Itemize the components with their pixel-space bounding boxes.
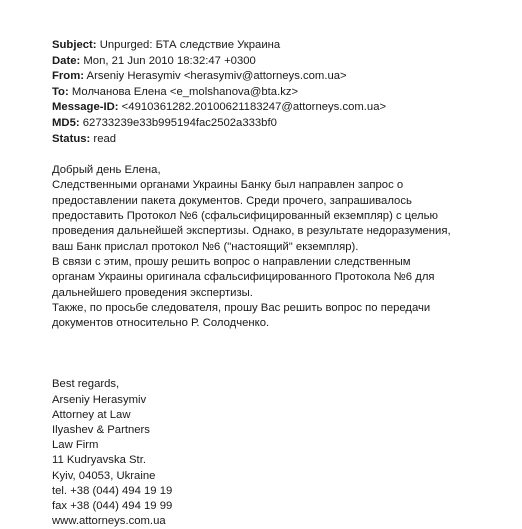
email-body bbox=[52, 163, 512, 331]
signature-line: Ilyashev & Partners bbox=[52, 424, 150, 437]
header-value: Молчанова Елена <e_molshanova@bta.kz> bbox=[68, 85, 299, 98]
body-line: дальнейшего проведения экспертизы. bbox=[52, 286, 253, 299]
email-signature bbox=[52, 377, 512, 529]
header-status bbox=[52, 132, 512, 148]
body-line: предоставить Протокол №6 (сфальсифицированный екземпляр) с целью bbox=[52, 210, 438, 223]
body-line: проведения дальнейшей экспертизы. Однако, в результате недоразумения, bbox=[52, 225, 451, 238]
header-key: MD5: bbox=[52, 116, 80, 129]
header-md5 bbox=[52, 116, 512, 132]
header-subject bbox=[52, 38, 512, 54]
header-from bbox=[52, 69, 512, 85]
header-message-id bbox=[52, 100, 512, 116]
email-document bbox=[52, 38, 512, 529]
header-value: 62733239e33b995194fac2502a333bf0 bbox=[79, 116, 277, 129]
header-to bbox=[52, 85, 512, 101]
signature-line: fax +38 (044) 494 19 99 bbox=[52, 500, 173, 513]
signature-line: Kyiv, 04053, Ukraine bbox=[52, 469, 156, 482]
body-line: документов относительно Р. Солодченко. bbox=[52, 317, 270, 330]
header-value: read bbox=[90, 132, 117, 145]
header-key: To: bbox=[52, 85, 69, 98]
signature-line: Best regards, bbox=[52, 378, 120, 391]
header-key: Date: bbox=[52, 54, 81, 67]
signature-line: Law Firm bbox=[52, 439, 99, 452]
body-line: предоставлении пакета документов. Среди прочего, запрашивалось bbox=[52, 194, 412, 207]
signature-line: 11 Kudryavska Str. bbox=[52, 454, 146, 467]
header-key: Message-ID: bbox=[52, 101, 119, 114]
header-value: <4910361282.20100621183247@attorneys.com.ua> bbox=[118, 101, 387, 114]
body-line: органам Украины оригинала сфальсифицированного Протокола №6 для bbox=[52, 271, 435, 284]
header-value: Arseniy Herasymiv <herasymiv@attorneys.com.ua> bbox=[84, 70, 347, 83]
header-key: From: bbox=[52, 70, 85, 83]
body-line: Добрый день Елена, bbox=[52, 164, 161, 177]
signature-line: tel. +38 (044) 494 19 19 bbox=[52, 484, 173, 497]
signature-line: Arseniy Herasymiv bbox=[52, 393, 147, 406]
header-value: Unpurged: БТА следствие Украина bbox=[96, 39, 281, 51]
body-line: Следственными органами Украины Банку был направлен запрос о bbox=[52, 179, 404, 192]
body-line: ваш Банк прислал протокол №6 ("настоящий" екземпляр). bbox=[52, 240, 359, 253]
signature-line: Attorney at Law bbox=[52, 408, 131, 421]
body-line: Также, по просьбе следователя, прошу Вас решить вопрос по передачи bbox=[52, 301, 431, 314]
header-date bbox=[52, 54, 512, 70]
signature-website[interactable]: www.attorneys.com.ua bbox=[52, 515, 166, 528]
body-line: В связи с этим, прошу решить вопрос о направлении следственным bbox=[52, 255, 411, 268]
header-key: Subject: bbox=[52, 39, 97, 51]
email-headers bbox=[52, 38, 512, 147]
header-value: Mon, 21 Jun 2010 18:32:47 +0300 bbox=[80, 54, 256, 67]
header-key: Status: bbox=[52, 132, 91, 145]
